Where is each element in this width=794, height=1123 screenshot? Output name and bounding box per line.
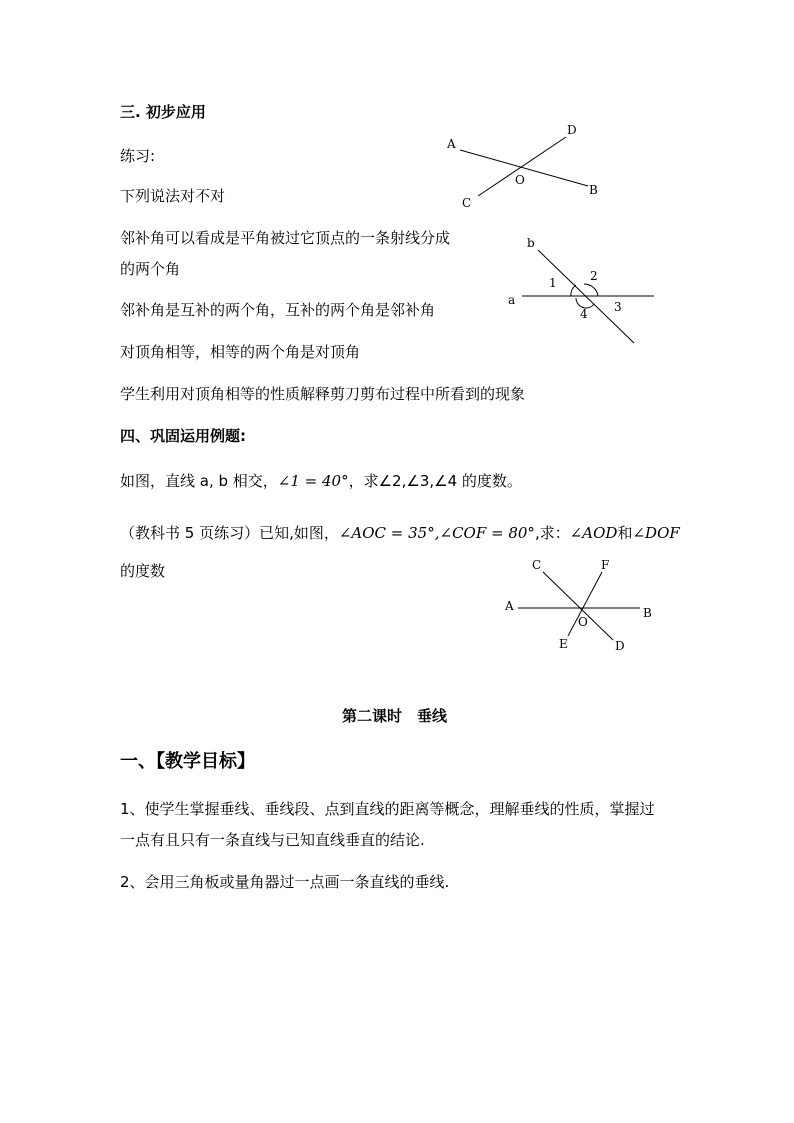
statement-1-line-1: 邻补角可以看成是平角被过它顶点的一条射线分成 [120, 229, 451, 247]
example-2-prefix: （教科书 5 页练习）已知,如图， [120, 524, 339, 542]
example-2-math-aod: ∠AOD [569, 524, 618, 542]
statement-3: 对顶角相等，相等的两个角是对顶角 [120, 343, 361, 361]
label-angle-2: 2 [590, 269, 598, 283]
question-text: 下列说法对不对 [120, 187, 226, 205]
example-2-math-dof: ∠DOF [632, 524, 680, 542]
section-3-heading: 三. 初步应用 [120, 103, 206, 121]
label-b: B [589, 183, 598, 197]
label-o-2: O [578, 615, 588, 629]
label-a-2: A [505, 599, 514, 613]
label-o: O [515, 173, 525, 187]
example-2-math: ∠AOC = 35°,∠COF = 80° [338, 524, 535, 542]
label-a-line: a [508, 293, 516, 307]
label-angle-4: 4 [580, 307, 588, 321]
label-angle-3: 3 [614, 300, 622, 314]
example-2-and: 和 [617, 524, 633, 542]
label-c: C [462, 196, 472, 210]
section-4-heading: 四、巩固运用例题: [120, 427, 246, 445]
label-b-line: b [527, 236, 535, 250]
teaching-goals-heading: 一、【教学目标】 [120, 751, 255, 772]
label-angle-1: 1 [549, 276, 557, 290]
statement-2: 邻补角是互补的两个角，互补的两个角是邻补角 [120, 301, 436, 319]
lesson-2-title: 第二课时 垂线 [342, 707, 448, 725]
practice-label: 练习: [120, 147, 156, 165]
example-1-prefix: 如图，直线 a, b 相交， [120, 472, 278, 490]
example-2-mid: ,求： [534, 524, 570, 542]
label-f: F [601, 558, 610, 572]
goal-1-line-1: 1、使学生掌握垂线、垂线段、点到直线的距离等概念，理解垂线的性质，掌握过 [120, 800, 655, 818]
label-d-2: D [615, 639, 625, 653]
example-2-line-2: 的度数 [120, 562, 166, 580]
label-b-2: B [643, 606, 652, 620]
statement-4: 学生利用对顶角相等的性质解释剪刀剪布过程中所看到的现象 [120, 385, 526, 403]
label-c-2: C [532, 558, 542, 572]
label-e: E [559, 637, 568, 651]
goal-2: 2、会用三角板或量角器过一点画一条直线的垂线. [120, 873, 450, 891]
line-cd-2 [543, 572, 613, 640]
label-a: A [447, 137, 456, 151]
goal-1-line-2: 一点有且只有一条直线与已知直线垂直的结论. [120, 831, 425, 849]
label-d: D [567, 123, 577, 137]
example-1-suffix: ，求∠2,∠3,∠4 的度数。 [348, 472, 522, 490]
statement-1-line-2: 的两个角 [120, 260, 181, 278]
example-1-math: ∠1 = 40° [277, 472, 349, 490]
